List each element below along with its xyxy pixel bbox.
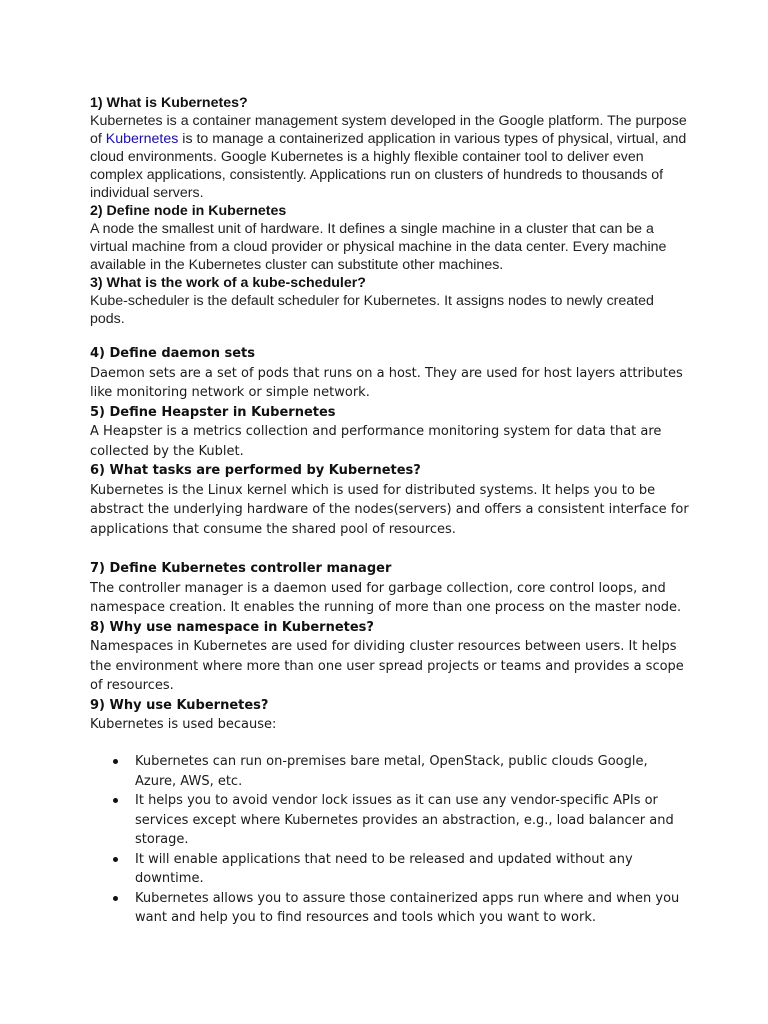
reasons-list — [90, 752, 690, 928]
list-item — [90, 791, 690, 850]
q8-body: Namespaces in Kubernetes are used for dividing cluster resources between users. It helps the environment where more than one user spread projects or teams and provides a scope of resources. — [90, 639, 684, 693]
q7-body: The controller manager is a daemon used for garbage collection, core control loops, and namespace creation. It enables the running of more than one process on the master node. — [90, 580, 682, 615]
q6-heading: 6) What tasks are performed by Kubernetes? — [90, 463, 421, 478]
q4-body: Daemon sets are a set of pods that runs on a host. They are used for host layers attributes like monitoring network or simple network. — [90, 365, 683, 400]
bullet-icon — [113, 896, 118, 901]
q2-body: A node the smallest unit of hardware. It defines a single machine in a cluster that can be a virtual machine from a cloud provider or physical machine in the data center. Every machine available in the Kubernetes cluster can substitute other machines. — [90, 221, 667, 273]
section-q4-q6 — [90, 344, 690, 539]
bullet-icon — [113, 759, 118, 764]
bullet-icon — [113, 798, 118, 803]
q6-body: Kubernetes is the Linux kernel which is used for distributed systems. It helps you to be abstract the underlying hardware of the nodes(servers) and offers a consistent interface for applications that consume the shared pool of resources. — [90, 482, 689, 537]
q1-heading: 1) What is Kubernetes? — [90, 95, 248, 111]
q9-heading: 9) Why use Kubernetes? — [90, 697, 269, 713]
q5-body: A Heapster is a metrics collection and performance monitoring system for data that are collected by the Kublet. — [90, 424, 662, 459]
bullet-icon — [113, 857, 118, 862]
list-item — [90, 850, 690, 889]
q8-heading: 8) Why use namespace in Kubernetes? — [90, 619, 374, 635]
section-q1-q3 — [90, 94, 690, 328]
q9-body: Kubernetes is used because: — [90, 717, 277, 732]
kubernetes-link[interactable]: Kubernetes — [105, 131, 179, 147]
list-item — [90, 889, 690, 928]
reasons-list-container — [90, 752, 690, 928]
q7-heading: 7) Define Kubernetes controller manager — [90, 561, 392, 576]
q3-heading: 3) What is the work of a kube-scheduler? — [90, 275, 366, 291]
list-item-text: Kubernetes can run on-premises bare metal, OpenStack, public clouds Google, Azure, AWS, etc. — [135, 754, 648, 789]
q2-heading: 2) Define node in Kubernetes — [90, 203, 287, 219]
list-item-text: Kubernetes allows you to assure those containerized apps run where and when you want and help you to find resources and tools which you want to work. — [135, 890, 680, 925]
q1-body-start: Kubernetes is a container management system developed in the Google platform. The purpose of — [90, 113, 687, 147]
q1-body-end: is to manage a containerized application in various types of physical, virtual, and cloud environments. Google Kubernetes is a highly flexible container tool to deliver even complex applications, consistently. Applications run on clusters of hundreds to thousands of individual servers. — [90, 131, 687, 201]
list-item-text: It helps you to avoid vendor lock issues as it can use any vendor-specific APIs or services except where Kubernetes provides an abstraction, e.g., load balancer and storage. — [135, 793, 674, 847]
list-item-text: It will enable applications that need to be released and updated without any downtime. — [135, 851, 633, 886]
q4-heading: 4) Define daemon sets — [90, 346, 256, 361]
q5-heading: 5) Define Heapster in Kubernetes — [90, 404, 336, 420]
q3-body: Kube-scheduler is the default scheduler for Kubernetes. It assigns nodes to newly created pods. — [90, 293, 654, 327]
q1-body — [90, 112, 690, 202]
list-item — [90, 752, 690, 791]
section-q7-q9 — [90, 559, 690, 735]
